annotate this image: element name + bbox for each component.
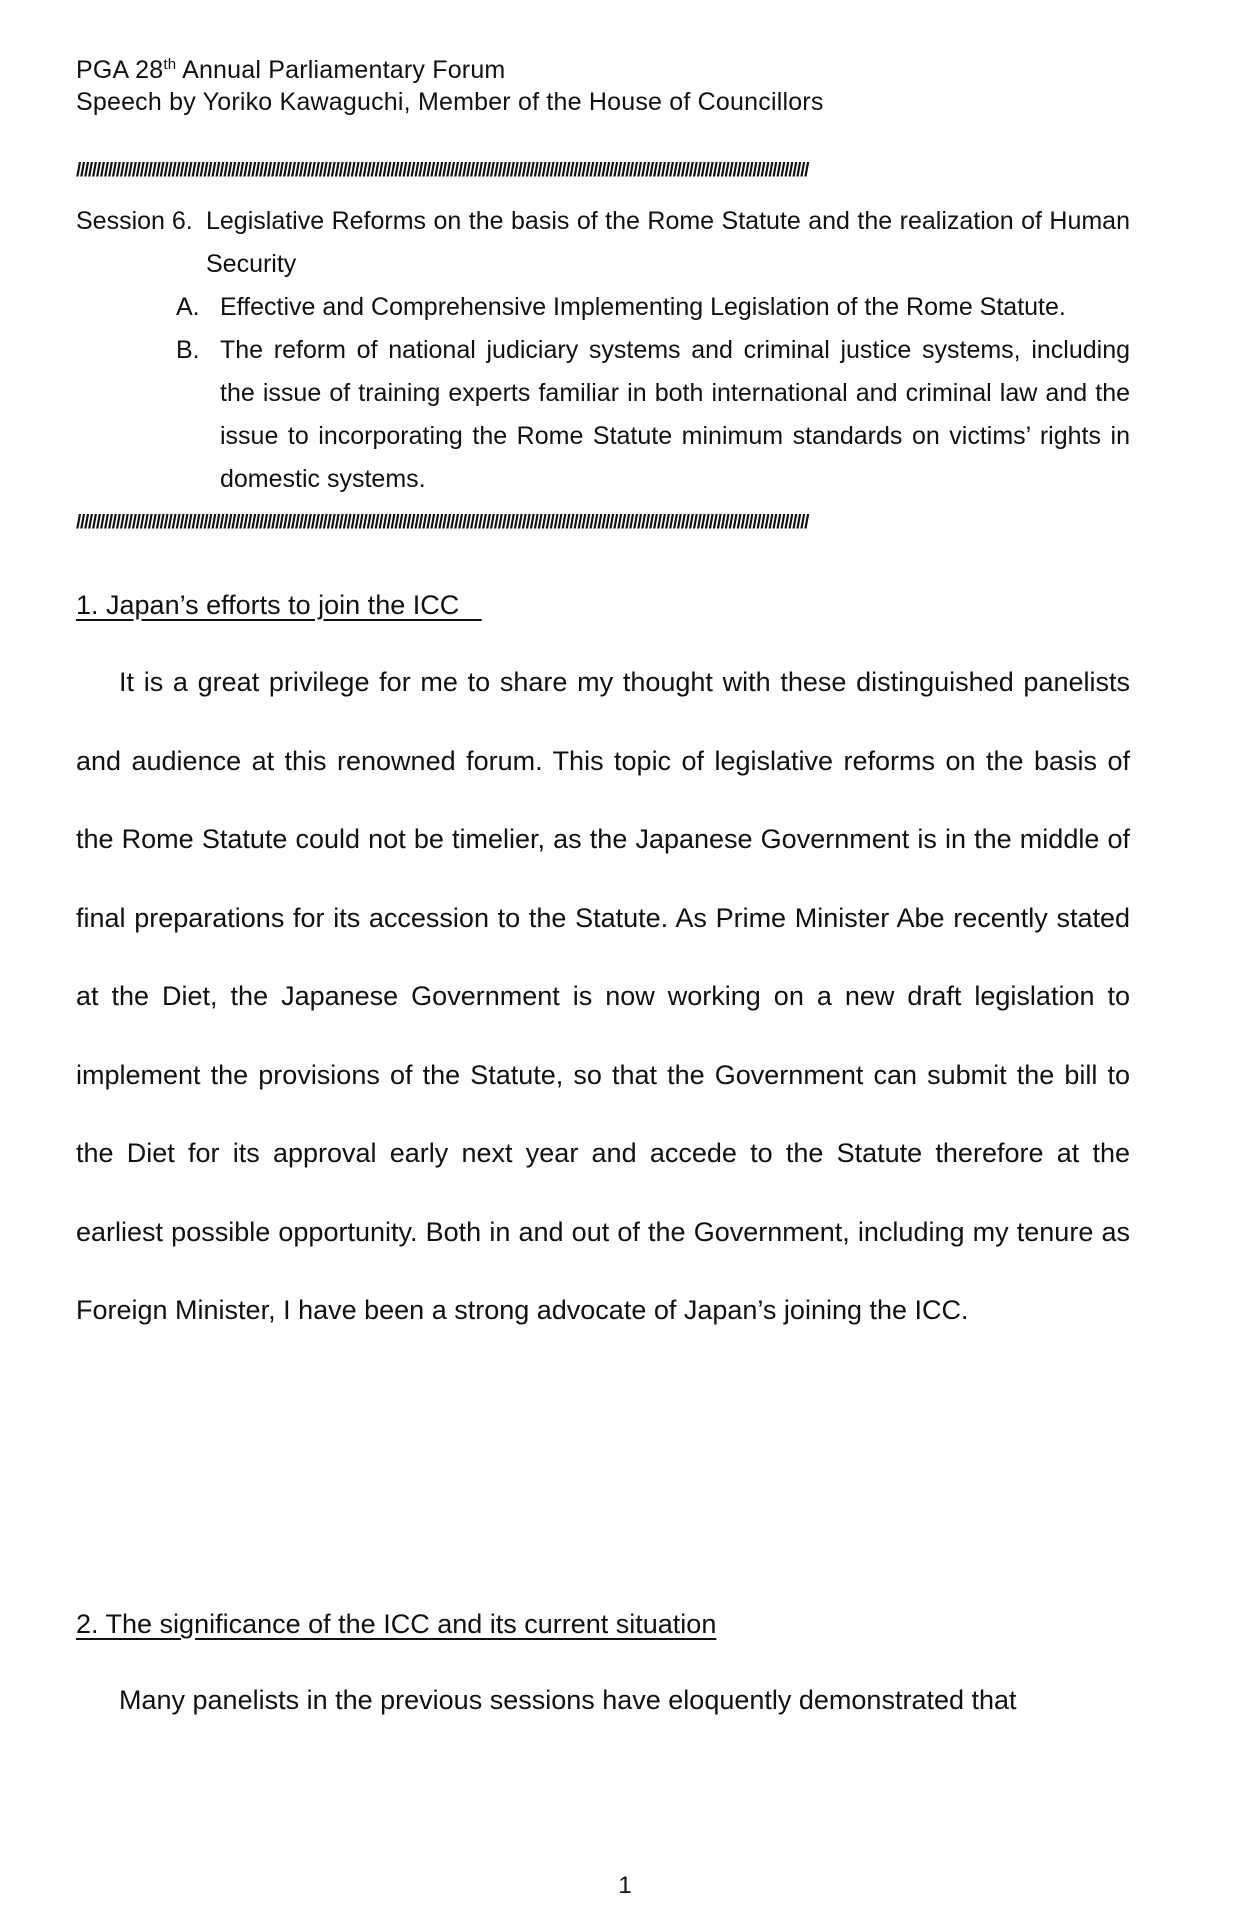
subtopic-a [176, 286, 1130, 329]
header-forum-prefix: PGA 28 [76, 56, 164, 84]
header-forum-suffix: Annual Parliamentary Forum [176, 56, 506, 84]
header-forum-line [76, 54, 824, 86]
session-label: Session 6. [76, 207, 193, 235]
separator-bottom: //////////////////////////////////////////////////////////////////////////////////////////////////////////////////////////////////////////////////////////////////////////////////////// [76, 512, 809, 533]
page-number: 1 [618, 1872, 632, 1899]
session-block [76, 200, 1130, 501]
session-title-row [76, 200, 1130, 286]
subtopic-b-text: The reform of national judiciary systems and criminal justice systems, including the issue of training experts familiar in both international and criminal law and the issue to incorporating the Rome Statute minimum standards on victims’ rights in domestic systems. [220, 336, 1130, 493]
section-2-paragraph: Many panelists in the previous sessions have eloquently demonstrated that [119, 1685, 1017, 1715]
section-2-heading: 2. The significance of the ICC and its current situation [76, 1609, 717, 1639]
header-speaker-line: Speech by Yoriko Kawaguchi, Member of the House of Councillors [76, 88, 824, 116]
section-1-heading: 1. Japan’s efforts to join the ICC [76, 590, 482, 620]
section-1-paragraph: It is a great privilege for me to share my thought with these distinguished panelists and audience at this renowned forum. This topic of legislative reforms on the basis of the Rome Statute could not be timelier, as the Japanese Government is in the middle of final preparations for its accession to the Statute. As Prime Minister Abe recently stated at the Diet, the Japanese Government is now working on a new draft legislation to implement the provisions of the Statute, so that the Government can submit the bill to the Diet for its approval early next year and accede to the Statute therefore at the earliest possible opportunity. Both in and out of the Government, including my tenure as Foreign Minister, I have been a strong advocate of Japan’s joining the ICC. [76, 667, 1130, 1325]
header-forum-ordinal: th [163, 56, 177, 73]
subtopic-b-letter: B. [176, 336, 200, 364]
subtopic-b [176, 329, 1130, 501]
separator-top: //////////////////////////////////////////////////////////////////////////////////////////////////////////////////////////////////////////////////////////////////////////////////////// [76, 160, 809, 181]
subtopic-a-letter: A. [176, 293, 200, 321]
session-title: Legislative Reforms on the basis of the Rome Statute and the realization of Human Security [206, 207, 1130, 278]
session-subtopics [176, 286, 1130, 501]
subtopic-a-text: Effective and Comprehensive Implementing Legislation of the Rome Statute. [220, 293, 1066, 321]
document-header [76, 54, 824, 118]
